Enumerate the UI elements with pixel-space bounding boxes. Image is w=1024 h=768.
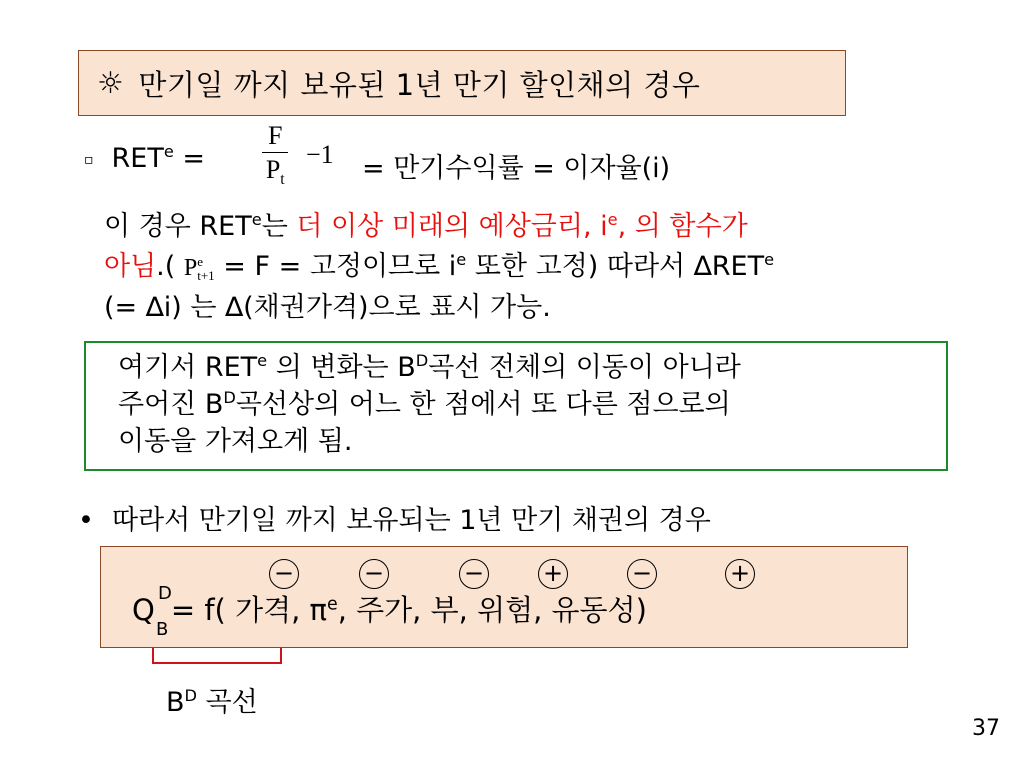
q-sup: D	[158, 583, 172, 604]
minus-sign-icon: −	[359, 559, 389, 589]
ret-lhs: RET	[111, 143, 164, 174]
explanation-paragraph	[104, 207, 964, 328]
para-sup: e	[764, 250, 775, 269]
fraction-numerator: F	[262, 120, 288, 153]
red-sup: e	[607, 210, 618, 229]
bullet-dot-icon: •	[78, 505, 94, 536]
para-sup: e	[456, 250, 467, 269]
ret-definition-line	[84, 143, 205, 183]
p-symbol	[183, 254, 215, 284]
note-line-1	[118, 349, 946, 386]
title-text: 만기일 까지 보유된 1년 만기 할인채의 경우	[138, 67, 701, 102]
demand-formula	[132, 583, 647, 640]
fraction-den-sub: t	[280, 171, 285, 189]
note-text: 곡선상의 어느 한 점에서 또 다른 점으로의	[235, 389, 731, 420]
p-scripts	[197, 255, 214, 283]
bullet-line	[78, 498, 711, 537]
page-number: 37	[972, 716, 1000, 741]
q-sub: B	[156, 619, 169, 640]
green-note-box	[84, 341, 948, 471]
note-text: 주어진 B	[118, 389, 224, 420]
formula-text: , 주가, 부, 위험, 유동성)	[337, 593, 647, 627]
note-sup: D	[415, 351, 429, 370]
q-symbol	[132, 583, 172, 640]
red-emphasis: 더 이상 미래의 예상금리, i	[296, 211, 608, 242]
para-text: .(	[156, 251, 184, 282]
para-line-2	[104, 247, 964, 288]
bd-letter: B	[166, 687, 185, 718]
sun-icon: ☼	[97, 65, 125, 101]
p-sub: t+1	[197, 268, 215, 284]
p-letter: P	[183, 255, 198, 281]
red-emphasis: 아님	[104, 251, 157, 282]
plus-sign-icon: +	[538, 559, 568, 589]
para-line-3: (= ∆i) 는 ∆(채권가격)으로 표시 가능.	[104, 292, 551, 323]
note-line-3: 이동을 가져오게 됨.	[118, 426, 353, 457]
note-text: 여기서 RET	[118, 352, 258, 383]
note-text: 곡선 전체의 이동이 아니라	[428, 352, 741, 383]
ret-lhs-sup: e	[163, 142, 174, 161]
formula-text: = f( 가격, π	[170, 593, 328, 627]
title-box	[78, 50, 846, 116]
para-line-1	[104, 207, 964, 247]
note-sup: e	[257, 351, 268, 370]
formula-sup: e	[327, 594, 338, 615]
fraction-denominator	[262, 153, 288, 187]
bd-curve-label	[166, 680, 258, 719]
para-sup: e	[251, 210, 262, 229]
note-text: 의 변화는 B	[267, 352, 416, 383]
p-sup: e	[197, 254, 204, 270]
fraction-f-over-pt	[262, 120, 288, 187]
square-bullet-icon: ▫	[84, 151, 94, 168]
plus-sign-icon: +	[725, 559, 755, 589]
minus-one: −1	[306, 140, 334, 169]
ret-rhs: = 만기수익률 = 이자율(i)	[362, 153, 671, 184]
q-letter: Q	[132, 593, 155, 627]
bd-text: 곡선	[197, 687, 258, 718]
bullet-text: 따라서 만기일 까지 보유되는 1년 만기 채권의 경우	[111, 505, 711, 536]
note-sup: D	[223, 388, 236, 407]
red-emphasis: , 의 함수가	[617, 211, 748, 242]
bd-sup: D	[184, 686, 197, 705]
para-text: 또한 고정) 따라서 ∆RET	[466, 251, 765, 282]
fraction-den-p: P	[265, 155, 281, 184]
minus-sign-icon: −	[269, 559, 299, 589]
para-text: = F = 고정이므로 i	[214, 251, 457, 282]
red-bracket	[152, 648, 282, 664]
minus-sign-icon: −	[627, 559, 657, 589]
minus-sign-icon: −	[459, 559, 489, 589]
para-text: 는	[261, 211, 297, 242]
para-text: 이 경우 RET	[104, 211, 252, 242]
note-line-2	[118, 386, 946, 423]
ret-eq: =	[173, 143, 205, 174]
